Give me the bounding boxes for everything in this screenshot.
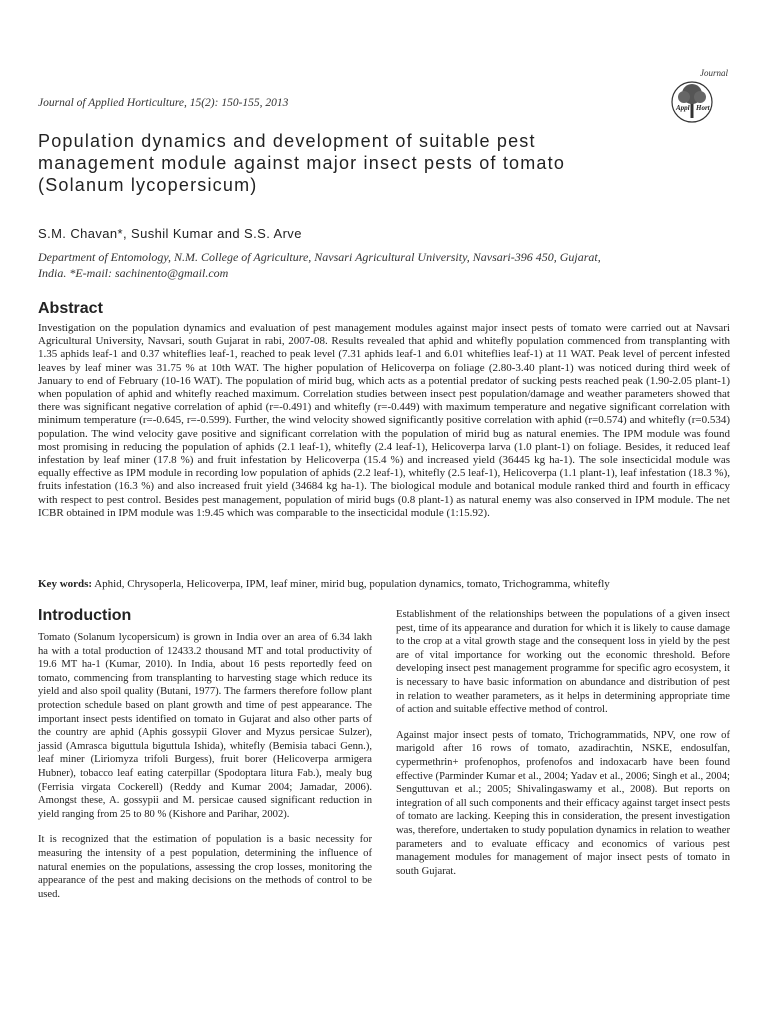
logo-right-text: Hort — [696, 104, 710, 112]
paragraph: Against major insect pests of tomato, Trichogrammatids, NPV, one row of marigold after 16 rows of tomato, azadirachtin, NSKE, endosulfan, cypermethrin+ profenophos, profenofos and indoxacarb have been found effective (Parminder Kumar et al., 2004; Yadav et al., 2006; Singh et al., 2004; Senguttuvan et al.; 2005; Shivalingaswamy et al., 2008). But reports on integration of all such components and their efficacy against target insect pests of tomato are lacking. Keeping this in consideration, the present investigation was, therefore, undertaken to study population dynamics in relation to weather parameters and to evaluate efficacy and economics of various pest management modules for management of major insect pests of tomato in south Gujarat. — [396, 729, 730, 877]
journal-logo — [664, 66, 734, 126]
affiliation-line: Department of Entomology, N.M. College of Agriculture, Navsari Agricultural University, Navsari-396 450, Gujarat, — [38, 250, 601, 264]
paragraph: Establishment of the relationships between the populations of a given insect pest, time of its appearance and duration for which it is likely to cause damage to the crop at a vital growth stage and the consequent loss in yield by the pest are of vital importance for working out the economic threshold. Before developing insect pest management programme for specific agro ecosystem, it is necessary to have basic information on abundance and distribution of pest in relation to weather parameters, as it helps in determining appropriate time of action and suitable effective method of control. — [396, 609, 730, 716]
keywords-label: Key words: — [38, 578, 93, 590]
keywords — [38, 578, 730, 591]
right-column — [396, 608, 730, 890]
authors: S.M. Chavan*, Sushil Kumar and S.S. Arve — [38, 226, 302, 241]
introduction-heading: Introduction — [38, 607, 132, 624]
affiliation-line: India. *E-mail: sachinento@gmail.com — [38, 265, 229, 280]
title-line: (Solanum lycopersicum) — [38, 175, 258, 195]
affiliation — [38, 250, 728, 281]
title-line: Population dynamics and development of suitable pest — [38, 131, 536, 151]
abstract-heading: Abstract — [38, 300, 103, 317]
abstract-text: Investigation on the population dynamics and evaluation of pest management modules against major insect pests of tomato were carried out at Navsari Agricultural University, Navsari, south Gujarat in rabi, 2007-08. Results revealed that aphid and whitefly population commenced from transplanting with 1.35 aphids leaf-1 and 0.37 whiteflies leaf-1, reached to peak level (7.31 aphids leaf-1 and 6.01 whiteflies leaf-1) at 11 WAT. Peak level of percent infested leaves by leaf miner was 31.75 % at 10th WAT. The higher population of Helicoverpa on foliage (2.80-3.40 plant-1) was noticed during third week of January to end of February (10-16 WAT). The population of mirid bug, which acts as a potential predator of sucking pests reached peak (1.90-2.05 plant-1) when population of aphid and whitefly reached maximum. Correlation studies between insect pest population/damage and weather parameters showed that there was significant negative correlation of aphid (r=-0.491) and whitefly (r=-0.449) with maximum temperature and negative significant correlation with minimum temperature (r=-0.645, r=-0.599). Further, the wind velocity showed significantly positive correlation with aphid (r=0.574) and whitefly (r=0.534) population. The wind velocity gave positive and significant correlation with the population of mirid bug as natural enemies. The IPM module was found most promising in reducing the population of aphids (2.1 leaf-1), whitefly (2.4 leaf-1), Helicoverpa larva (1.0 plant-1) on foliage. Besides, it reduced leaf infestation by leaf miner (17.8 %) and fruit infestation by Helicoverpa (15.4 %) and increased yield (36445 kg ha-1). The sole insecticidal module was equally effective as IPM module in recording low population of aphids (2.2 leaf-1), whitefly (2.5 leaf-1), Helicoverpa (1.1 plant-1), leaf infestation (18.3 %), fruits infestation (16.3 %) and also increased fruit yield (34684 kg ha-1). The biological module and botanical module ranked third and fourth in efficacy with respect to pest control. Besides pest management, population of mirid bugs (0.8 plant-1) as natural enemy was also conserved in IPM module. The net ICBR obtained in IPM module was 1:9.45 which was comparable to the insecticidal module (1:15.92). — [38, 322, 730, 519]
paragraph: It is recognized that the estimation of population is a basic necessity for measuring the intensity of a pest population, determining the influence of natural enemies on the populations, assessing the crop losses, monitoring the appearance of the pest and making decisions on the methods of control to be used. — [38, 834, 372, 900]
keywords-list: Aphid, Chrysoperla, Helicoverpa, IPM, leaf miner, mirid bug, population dynamics, tomato, Trichogramma, whitefly — [94, 578, 610, 590]
abstract-body — [38, 322, 730, 520]
paragraph: Tomato (Solanum lycopersicum) is grown in India over an area of 6.34 lakh ha with a total production of 12433.2 thousand MT and total productivity of 19.6 MT ha-1 (Kumar, 2010). In India, about 16 pests reportedly feed on tomato, commencing from transplanting to harvesting stage which reduce its yield and also spoil quality (Butani, 1977). The farmers therefore follow plant protection schedule based on plant growth and time of pest appearance. The important insect pests identified on tomato in Gujarat and also other parts of the country are aphid (Aphis gossypii Glover and Myzus persicae Sulzer), jassid (Amrasca biguttula biguttula Ishida), whitefly (Bemisia tabaci Genn.), leaf miner (Liriomyza trifoli Burgess), fruit borer (Helicoverpa armigera Hubner), tobacco leaf eating caterpillar (Spodoptara litura Fab.), mealy bug (Ferrisia virgata Cockerell) (Reddy and Kumar 2004; Jamadar, 2006). Amongst these, A. gossypii and M. persicae caused significant reduction in yield ranging from 25 to 80 % (Kishore and Parihar, 2002). — [38, 632, 372, 820]
left-column — [38, 631, 372, 913]
logo-top-text: Journal — [700, 68, 728, 78]
logo-left-text: Appl — [676, 104, 690, 112]
journal-citation: Journal of Applied Horticulture, 15(2): 150-155, 2013 — [38, 97, 289, 109]
paper-title — [38, 130, 728, 196]
title-line: management module against major insect pests of tomato — [38, 153, 566, 173]
